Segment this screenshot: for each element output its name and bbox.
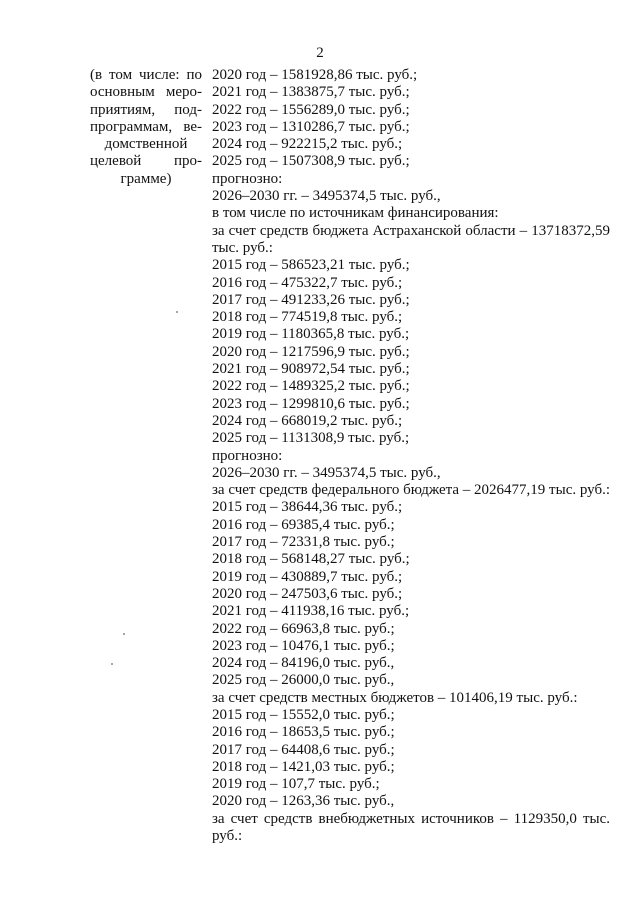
funding-line: прогнозно: — [212, 447, 283, 464]
right-column-funding — [212, 67, 610, 845]
funding-line: 2016 год – 69385,4 тыс. руб.; — [212, 516, 395, 533]
funding-line: 2026–2030 гг. – 3495374,5 тыс. руб., — [212, 188, 441, 205]
funding-line: 2017 год – 64408,6 тыс. руб.; — [212, 741, 395, 758]
funding-line: 2018 год – 774519,8 тыс. руб.; — [212, 309, 403, 326]
funding-line: 2022 год – 66963,8 тыс. руб.; — [212, 620, 395, 637]
funding-line: 2023 год – 1299810,6 тыс. руб.; — [212, 395, 410, 412]
scan-speck — [176, 311, 178, 313]
funding-line: 2022 год – 1489325,2 тыс. руб.; — [212, 378, 410, 395]
funding-line: 2017 год – 72331,8 тыс. руб.; — [212, 534, 395, 551]
funding-line: 2021 год – 1383875,7 тыс. руб.; — [212, 84, 410, 101]
funding-line: прогнозно: — [212, 170, 283, 187]
funding-line: 2023 год – 1310286,7 тыс. руб.; — [212, 118, 410, 135]
funding-line: 2022 год – 1556289,0 тыс. руб.; — [212, 101, 410, 118]
funding-line: в том числе по источникам финансирования: — [212, 205, 499, 222]
funding-line: 2019 год – 1180365,8 тыс. руб.; — [212, 326, 410, 343]
funding-line: 2025 год – 1131308,9 тыс. руб.; — [212, 430, 410, 447]
funding-line: 2020 год – 1217596,9 тыс. руб.; — [212, 343, 410, 360]
funding-line: 2018 год – 1421,03 тыс. руб.; — [212, 758, 395, 775]
funding-line: 2024 год – 922215,2 тыс. руб.; — [212, 136, 403, 153]
funding-line: 2015 год – 586523,21 тыс. руб.; — [212, 257, 410, 274]
funding-line: 2019 год – 107,7 тыс. руб.; — [212, 776, 380, 793]
funding-line: 2024 год – 668019,2 тыс. руб.; — [212, 412, 403, 429]
funding-line: 2018 год – 568148,27 тыс. руб.; — [212, 551, 410, 568]
left-column-line: грамме) — [120, 170, 172, 187]
scan-speck — [123, 633, 125, 635]
funding-line: 2021 год – 908972,54 тыс. руб.; — [212, 361, 410, 378]
funding-source-heading: за счет средств внебюджетных источников – 1129350,0 тыс. — [212, 810, 610, 827]
funding-line: 2017 год – 491233,26 тыс. руб.; — [212, 291, 410, 308]
funding-line: тыс. руб.: — [212, 239, 273, 256]
funding-line: 2025 год – 26000,0 тыс. руб., — [212, 672, 395, 689]
funding-line: 2015 год – 38644,36 тыс. руб.; — [212, 499, 403, 516]
funding-source-heading: за счет средств федерального бюджета – 2026477,19 тыс. руб.: — [212, 482, 611, 499]
left-column-line: приятиям, под- — [90, 101, 202, 118]
funding-line: 2020 год – 1581928,86 тыс. руб.; — [212, 67, 418, 83]
funding-line: 2016 год – 18653,5 тыс. руб.; — [212, 724, 395, 741]
funding-source-heading: за счет средств бюджета Астраханской области – 13718372,59 — [212, 222, 610, 239]
funding-line: 2019 год – 430889,7 тыс. руб.; — [212, 568, 403, 585]
funding-line: руб.: — [212, 828, 243, 845]
left-column-line: программам, ве- — [90, 118, 202, 135]
funding-line: 2016 год – 475322,7 тыс. руб.; — [212, 274, 403, 291]
left-column-line: целевой про- — [90, 153, 202, 170]
left-column-line: основным меро- — [90, 84, 202, 101]
scan-speck — [111, 663, 113, 665]
funding-line: 2015 год – 15552,0 тыс. руб.; — [212, 706, 395, 723]
left-column-line: домственной — [104, 136, 188, 153]
left-column-line: (в том числе: по — [90, 67, 202, 83]
funding-source-heading: за счет средств местных бюджетов – 101406,19 тыс. руб.: — [212, 689, 578, 706]
funding-line: 2020 год – 1263,36 тыс. руб., — [212, 793, 395, 810]
funding-line: 2024 год – 84196,0 тыс. руб., — [212, 655, 395, 672]
funding-line: 2020 год – 247503,6 тыс. руб.; — [212, 585, 403, 602]
funding-line: 2021 год – 411938,16 тыс. руб.; — [212, 603, 410, 620]
funding-line: 2023 год – 10476,1 тыс. руб.; — [212, 637, 395, 654]
funding-line: 2026–2030 гг. – 3495374,5 тыс. руб., — [212, 464, 441, 481]
page-number: 2 — [316, 45, 324, 61]
left-column-label — [90, 67, 202, 188]
funding-line: 2025 год – 1507308,9 тыс. руб.; — [212, 153, 410, 170]
